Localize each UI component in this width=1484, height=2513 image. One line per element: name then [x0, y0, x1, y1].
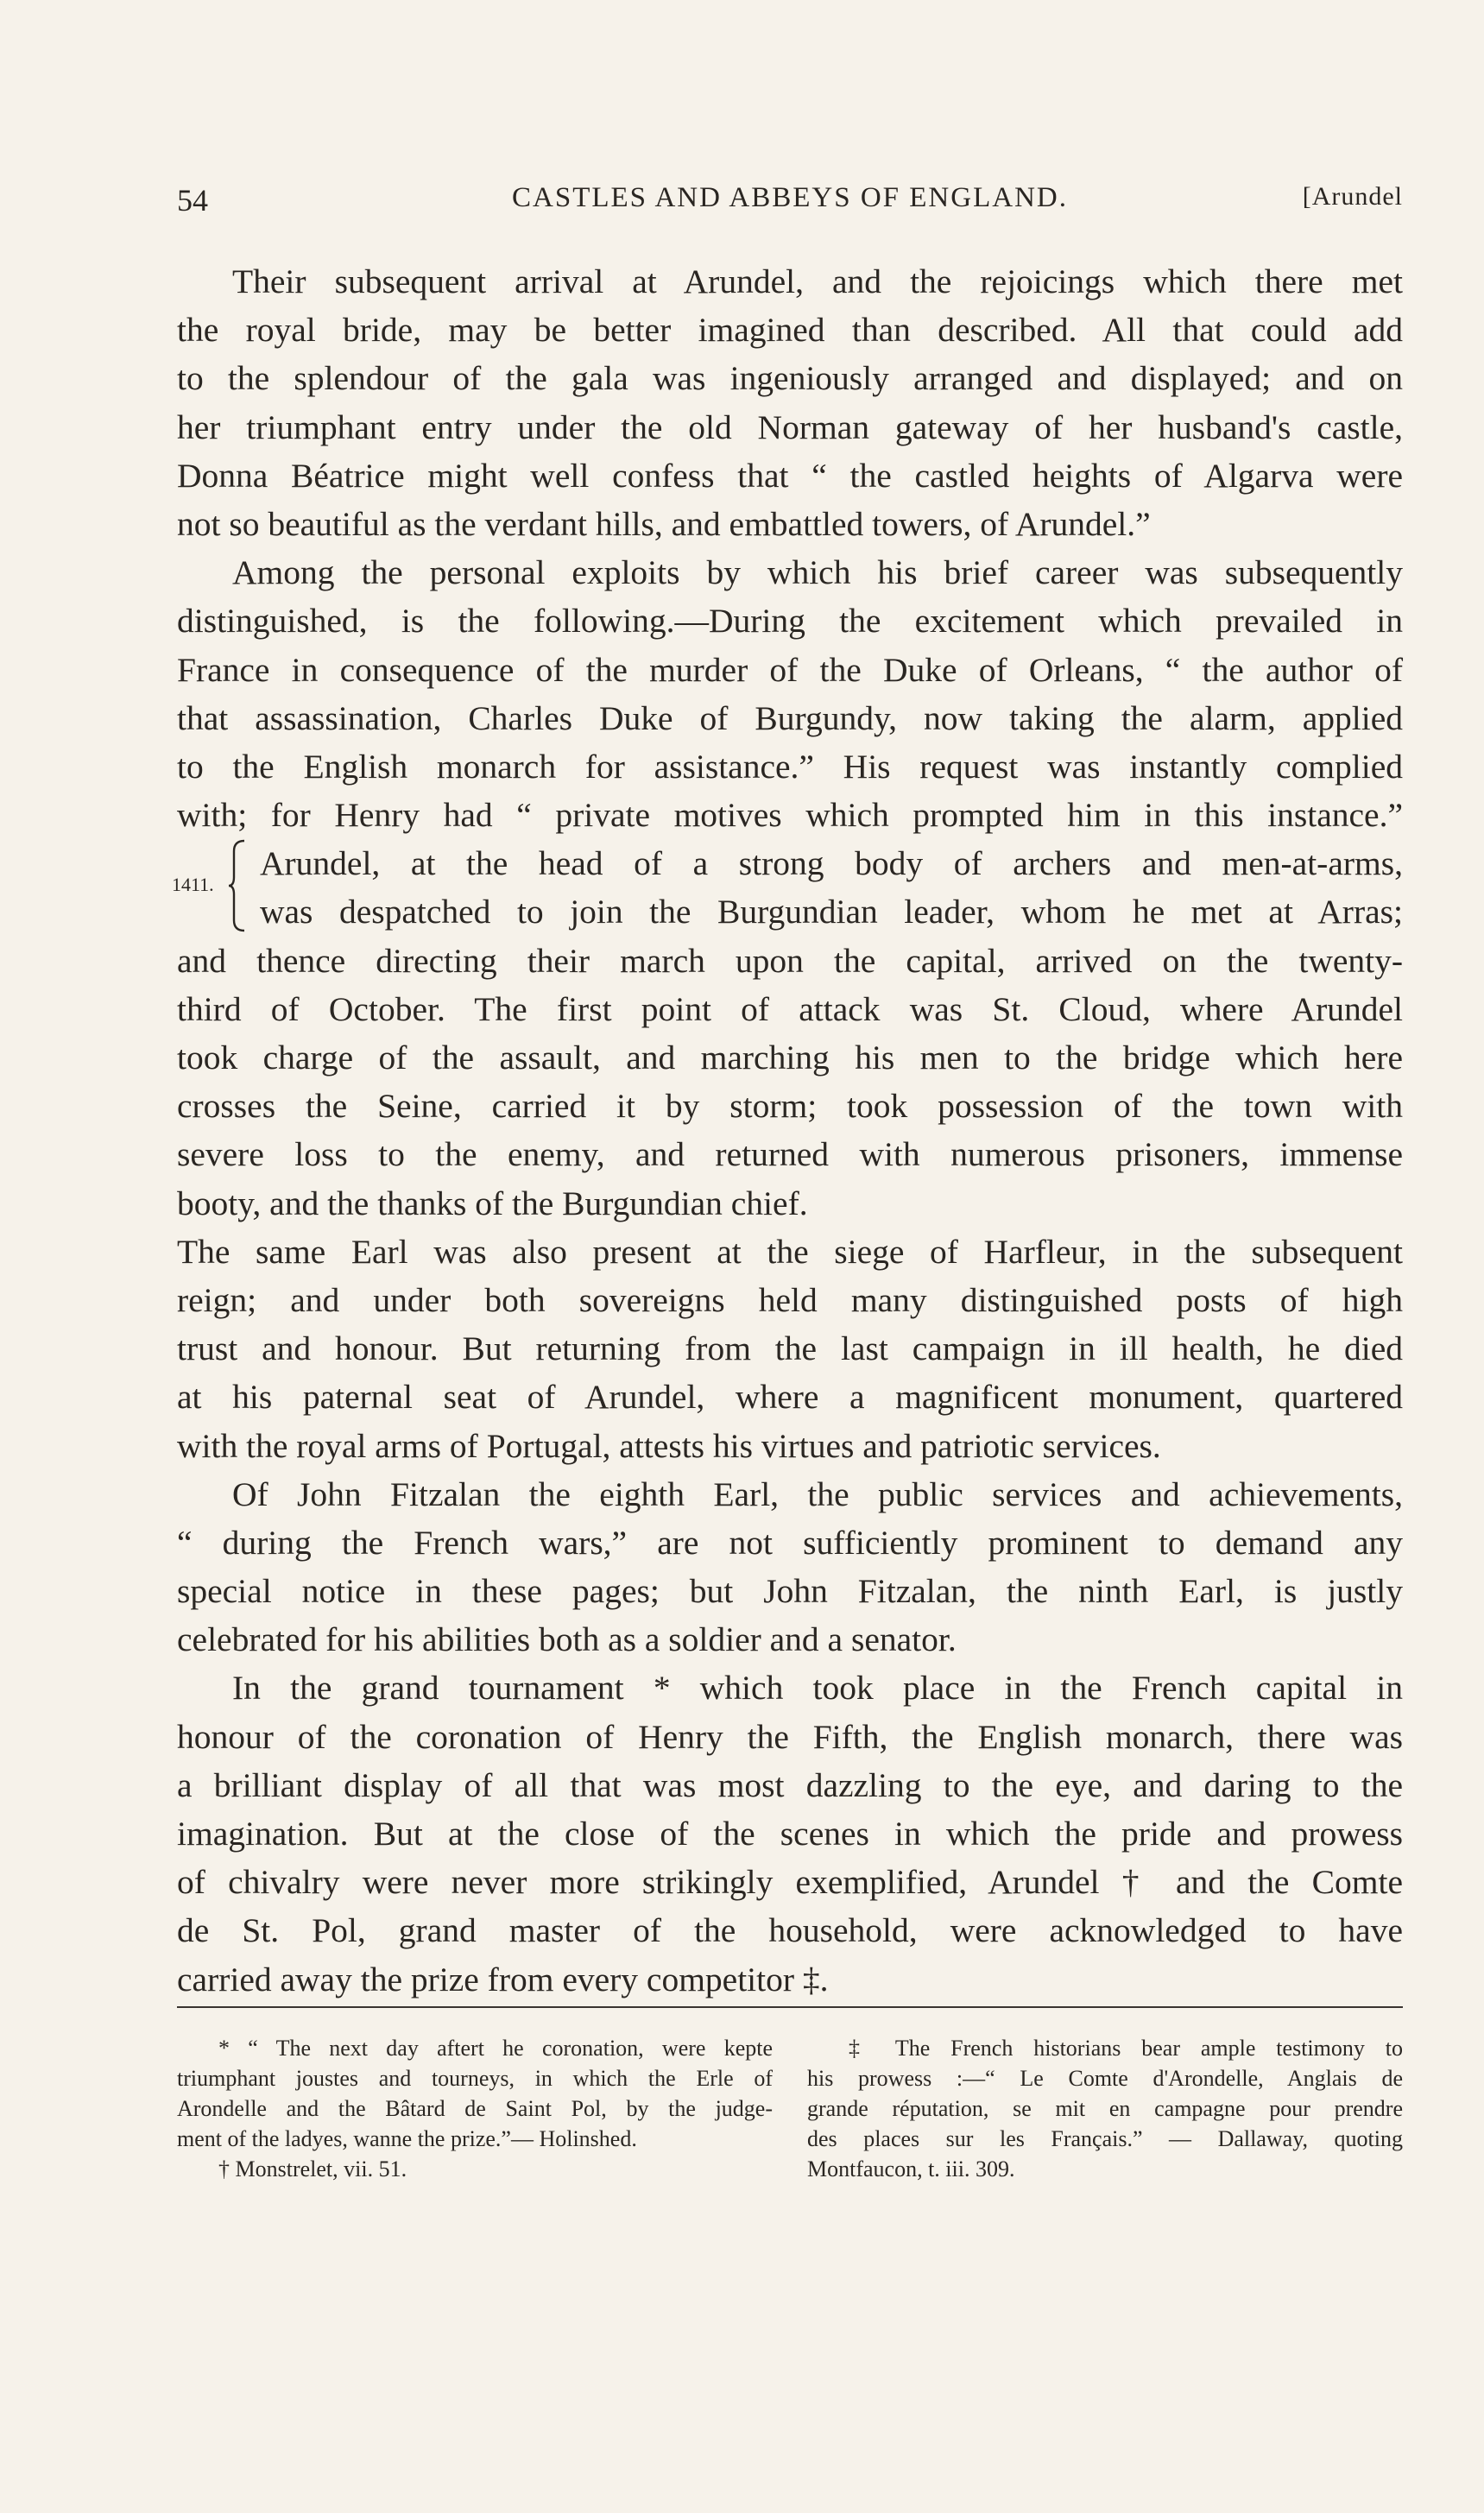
text-line: severe loss to the enemy, and returned with numerous prisoners, immense — [177, 1135, 1403, 1174]
footnote-line: his prowess :—“ Le Comte d'Arondelle, Anglais de — [807, 2066, 1403, 2091]
body-text — [172, 257, 1403, 2004]
text-line: Arundel, at the head of a strong body of archers and men-at-arms, — [260, 844, 1403, 883]
text-line: special notice in these pages; but John Fitzalan, the ninth Earl, is justly — [177, 1572, 1403, 1611]
footnotes-right-column — [807, 2033, 1403, 2184]
text-line: booty, and the thanks of the Burgundian chief. — [177, 1184, 808, 1222]
text-line: Their subsequent arrival at Arundel, and the rejoicings which there met — [232, 262, 1403, 300]
text-line: distinguished, is the following.—During the excitement which prevailed in — [177, 602, 1403, 641]
text-line: Donna Béatrice might well confess that “ the castled heights of Algarva were — [177, 456, 1403, 495]
text-line: with; for Henry had “ private motives which prompted him in this instance.” — [177, 796, 1403, 835]
running-head: [Arundel — [1302, 182, 1403, 211]
footnote-line: Arondelle and the Bâtard de Saint Pol, by the judge- — [177, 2096, 773, 2121]
text-line: imagination. But at the close of the scenes in which the pride and prowess — [177, 1815, 1403, 1853]
text-line: with the royal arms of Portugal, attests his virtues and patriotic services. — [177, 1426, 1161, 1465]
text-line: not so beautiful as the verdant hills, and embattled towers, of Arundel.” — [177, 504, 1151, 543]
text-line: was despatched to join the Burgundian leader, whom he met at Arras; — [260, 893, 1403, 931]
footnote-line: des places sur les Français.” — Dallaway, quoting — [807, 2126, 1403, 2151]
text-line: Among the personal exploits by which his brief career was subsequently — [232, 553, 1403, 592]
footnote-line: ‡ The French historians bear ample testimony to — [849, 2036, 1403, 2061]
text-line: France in consequence of the murder of the Duke of Orleans, “ the author of — [177, 650, 1403, 689]
margin-year: 1411. — [172, 874, 214, 896]
text-line: to the splendour of the gala was ingeniously arranged and displayed; and on — [177, 359, 1403, 398]
footnote-line: * “ The next day aftert he coronation, were kepte — [218, 2036, 773, 2061]
text-line: “ during the French wars,” are not sufficiently prominent to demand any — [177, 1523, 1403, 1562]
text-line: reign; and under both sovereigns held many distinguished posts of high — [177, 1280, 1403, 1319]
text-line: Of John Fitzalan the eighth Earl, the public services and achievements, — [232, 1474, 1403, 1513]
text-line: her triumphant entry under the old Norman gateway of her husband's castle, — [177, 407, 1403, 446]
footnote-line: triumphant joustes and tourneys, in which the Erle of — [177, 2066, 773, 2091]
text-line: In the grand tournament * which took place in the French capital in — [232, 1669, 1403, 1708]
text-line: crosses the Seine, carried it by storm; took possession of the town with — [177, 1087, 1403, 1126]
text-line: trust and honour. But returning from the last campaign in ill health, he died — [177, 1329, 1403, 1368]
page-title: CASTLES AND ABBEYS OF ENGLAND. — [512, 182, 1068, 213]
footnote-line: † Monstrelet, vii. 51. — [218, 2156, 407, 2182]
footnote-line: ment of the ladyes, wanne the prize.”— Holinshed. — [177, 2126, 637, 2151]
footnote-divider — [177, 2006, 1403, 2008]
margin-note-block — [172, 839, 1403, 936]
footnote-line: grande réputation, se mit en campagne pour prendre — [807, 2096, 1403, 2121]
text-line: de St. Pol, grand master of the household, were acknowledged to have — [177, 1911, 1403, 1950]
brace-icon — [227, 839, 248, 932]
text-line: took charge of the assault, and marching his men to the bridge which here — [177, 1039, 1403, 1077]
text-line: a brilliant display of all that was most dazzling to the eye, and daring to the — [177, 1765, 1403, 1804]
footnotes-left-column — [177, 2033, 773, 2184]
footnote-line: Montfaucon, t. iii. 309. — [807, 2156, 1015, 2182]
text-line: celebrated for his abilities both as a soldier and a senator. — [177, 1620, 957, 1659]
text-line: that assassination, Charles Duke of Burgundy, now taking the alarm, applied — [177, 698, 1403, 737]
text-line: honour of the coronation of Henry the Fifth, the English monarch, there was — [177, 1717, 1403, 1756]
page-header — [177, 177, 1403, 222]
text-line: carried away the prize from every competitor ‡. — [177, 1960, 829, 1998]
text-line: The same Earl was also present at the siege of Harfleur, in the subsequent — [177, 1232, 1403, 1271]
text-line: to the English monarch for assistance.” His request was instantly complied — [177, 747, 1403, 786]
text-line: and thence directing their march upon the capital, arrived on the twenty- — [177, 941, 1403, 980]
text-line: third of October. The first point of attack was St. Cloud, where Arundel — [177, 989, 1403, 1028]
text-line: of chivalry were never more strikingly exemplified, Arundel † and the Comte — [177, 1863, 1403, 1902]
text-line: at his paternal seat of Arundel, where a magnificent monument, quartered — [177, 1378, 1403, 1417]
text-line: the royal bride, may be better imagined than described. All that could add — [177, 311, 1403, 350]
page-number: 54 — [177, 183, 208, 218]
